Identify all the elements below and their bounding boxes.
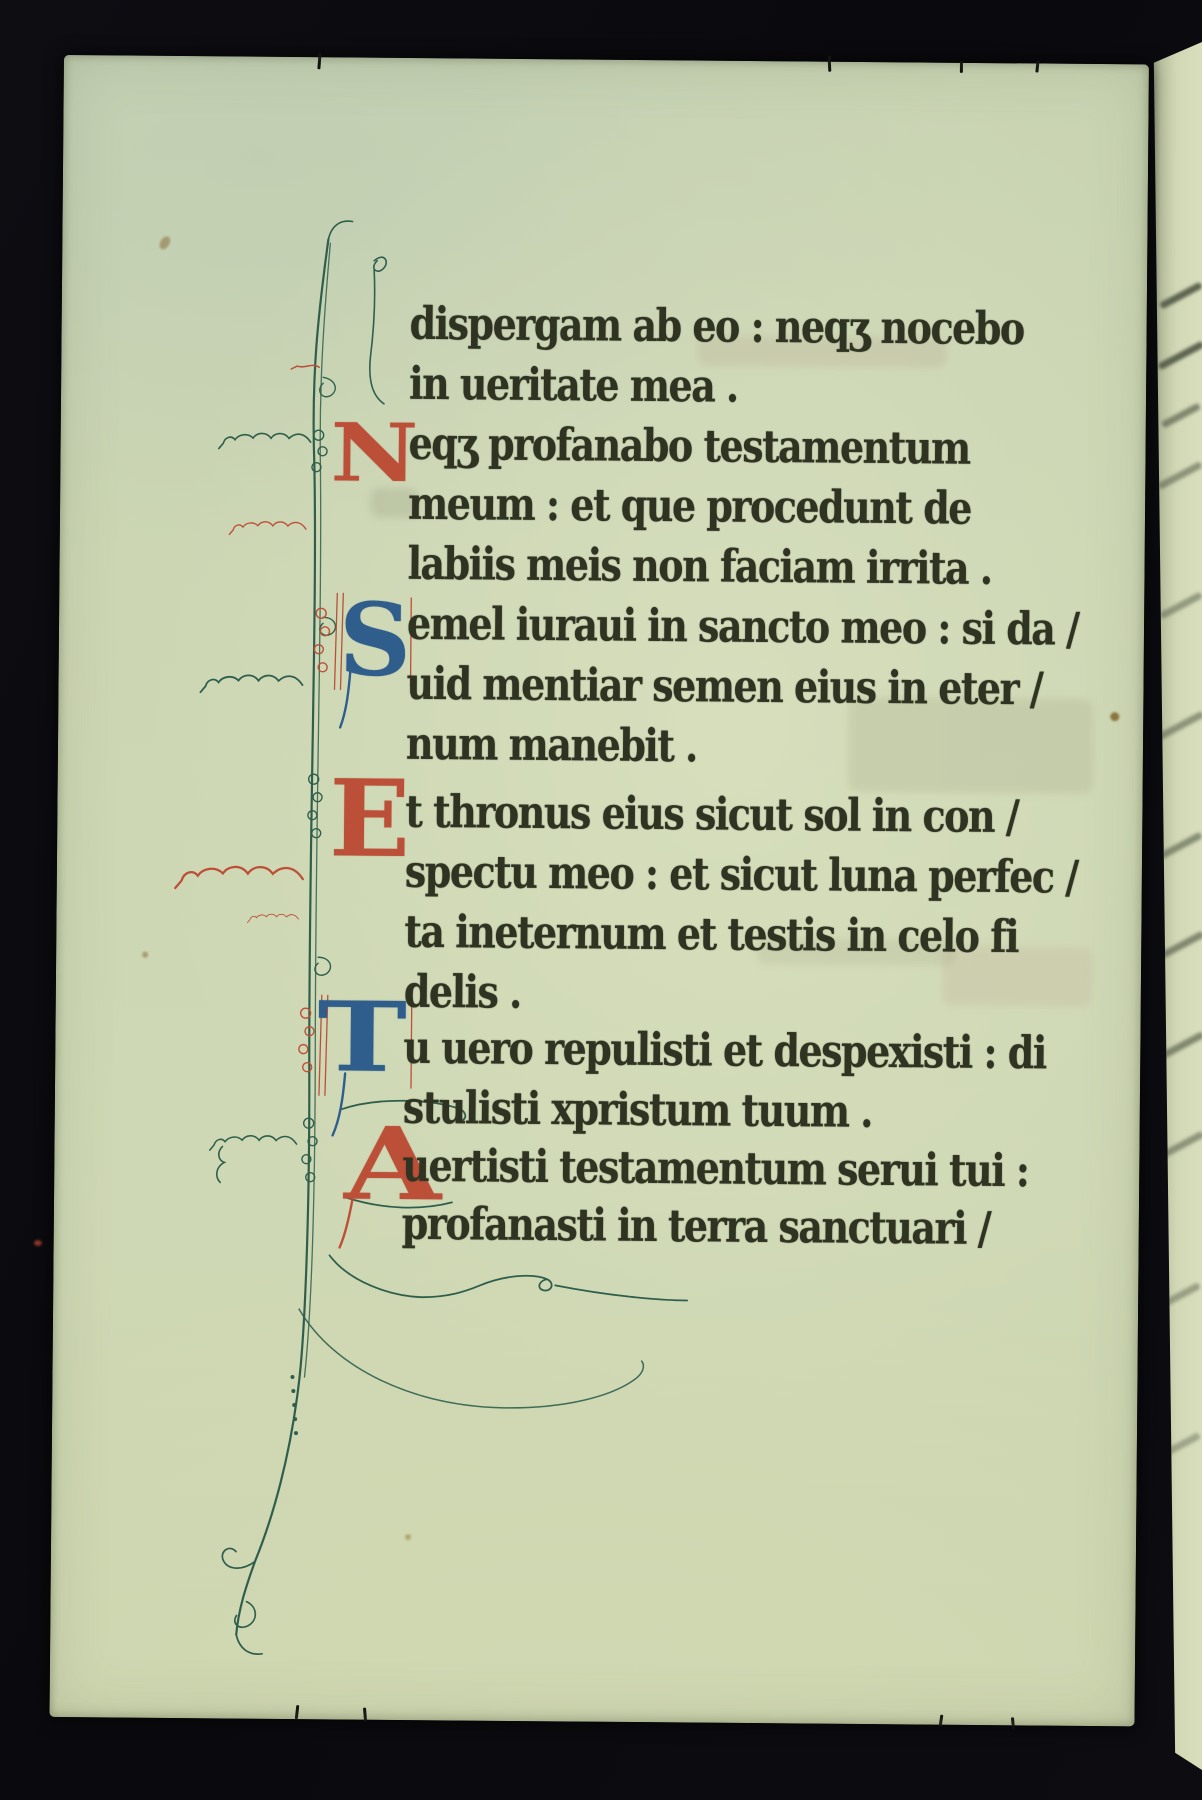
illuminated-initial-E: E (328, 755, 411, 882)
show-through-line (1159, 282, 1202, 310)
text-line: stulisti xpristum tuum . (402, 1080, 873, 1138)
text-line: t thronus eius sicut sol in con / (405, 784, 1019, 843)
text-line: labiis meis non faciam irrita . (407, 536, 992, 595)
text-line: meum : et que procedunt de (407, 476, 972, 535)
text-line: u uero repulisti et despexisti : di (403, 1020, 1047, 1079)
show-through-line (1157, 461, 1202, 490)
illuminated-initial-A: A (343, 1104, 442, 1224)
manuscript-page (49, 55, 1148, 1726)
text-line: spectu meo : et sicut luna perfec / (404, 844, 1078, 904)
illuminated-initial-S: S (338, 580, 412, 700)
show-through-line (1159, 1432, 1201, 1459)
show-through-line (1161, 403, 1201, 429)
show-through-line (1157, 931, 1202, 961)
text-line: profanasti in terra sanctuari / (401, 1196, 991, 1255)
illuminated-initial-T: T (316, 980, 408, 1095)
show-through-line (1157, 1131, 1202, 1161)
text-line: uertisti testamentum serui tui : (402, 1138, 1029, 1197)
text-line: eqʒ profanabo testamentum (408, 416, 970, 475)
adjacent-page-edge (1146, 42, 1202, 1770)
text-line: emel iuraui in sancto meo : si da / (406, 596, 1079, 656)
show-through-line (1159, 1282, 1201, 1309)
show-through-line (1157, 711, 1202, 741)
text-line: dispergam ab eo : neqʒ nocebo (409, 296, 1025, 355)
show-through-line (1159, 592, 1202, 620)
show-through-line (1159, 1031, 1202, 1060)
show-through-line (1159, 832, 1202, 860)
text-line: in ueritate mea . (408, 356, 739, 413)
show-through-line (1157, 341, 1202, 371)
text-line: num manebit . (405, 716, 698, 772)
text-line: ta ineternum et testis in celo fi (404, 904, 1019, 963)
text-line: delis . (403, 964, 522, 1019)
text-line: uid mentiar semen eius in eter / (406, 656, 1043, 715)
red-speck (34, 1240, 42, 1246)
illuminated-initial-N: N (330, 405, 419, 501)
